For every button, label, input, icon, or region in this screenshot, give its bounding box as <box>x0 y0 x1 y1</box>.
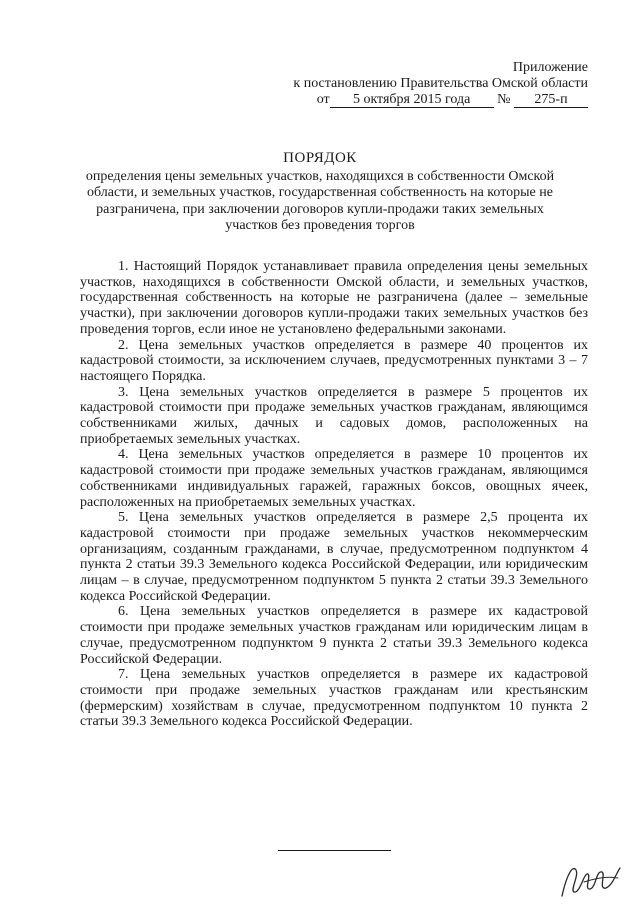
resolution-date: 5 октября 2015 года <box>330 93 494 108</box>
resolution-date-line <box>293 92 588 108</box>
resolution-number: 275-п <box>514 93 588 108</box>
handwritten-signature-icon <box>556 856 626 902</box>
appendix-label: Приложение <box>512 60 588 75</box>
paragraph-3: 3. Цена земельных участков определяется в размере 5 процентов их кадастровой стоимости при продаже земельных участков гражданам, являющимся собственниками жилых, дачных и садовых домов, расположенных на приобретаемых земельных участках. <box>80 384 588 447</box>
paragraph-4: 4. Цена земельных участков определяется в размере 10 процентов их кадастровой стоимости при продаже земельных участков гражданам, являющимся собственниками индивидуальных гаражей, гаражных боксов, овощных ячеек, расположенных на приобретаемых земельных участках. <box>80 447 588 510</box>
resolution-reference: к постановлению Правительства Омской области <box>293 76 588 91</box>
paragraph-7: 7. Цена земельных участков определяется в размере их кадастровой стоимости при продаже земельных участков гражданам или крестьянским (фермерским) хозяйствам в случае, предусмотренном подпунктом 10 пункта 2 статьи 39.3 Земельного кодекса Российской Федерации. <box>80 667 588 730</box>
document-subtitle: определения цены земельных участков, находящихся в собственности Омской области, и земельных участков, государственная собственность на которые не разграничена, при заключении договоров купли-продажи таких земельных участков без проведения торгов <box>85 169 555 234</box>
paragraph-5: 5. Цена земельных участков определяется в размере 2,5 процента их кадастровой стоимости при продаже земельных участков некоммерческим организациям, созданным гражданами, в случае, предусмотренном подпунктом 4 пункта 2 статьи 39.3 Земельного кодекса Российской Федерации, или юридическим лицам – в случае, предусмотренном подпунктом 5 пункта 2 статьи 39.3 Земельного кодекса Российской Федерации. <box>80 510 588 604</box>
paragraph-2: 2. Цена земельных участков определяется в размере 40 процентов их кадастровой стоимости, за исключением случаев, предусмотренных пунктами 3 – 7 настоящего Порядка. <box>80 337 588 384</box>
number-label: № <box>497 92 511 107</box>
document-body <box>80 259 588 730</box>
from-label: от <box>316 92 330 107</box>
paragraph-6: 6. Цена земельных участков определяется в размере их кадастровой стоимости при продаже земельных участков гражданам или юридическим лицам в случае, предусмотренном подпунктом 9 пункта 2 статьи 39.3 Земельного кодекса Российской Федерации. <box>80 604 588 667</box>
appendix-header <box>293 60 588 108</box>
paragraph-1: 1. Настоящий Порядок устанавливает правила определения цены земельных участков, находящихся в собственности Омской области, и земельных участков, государственная собственность на которые не разграничена (далее – земельные участки), при заключении договоров купли-продажи таких земельных участков без проведения торгов, если иное не установлено федеральными законами. <box>80 259 588 337</box>
document-title: ПОРЯДОК <box>283 150 357 166</box>
end-separator-line <box>278 850 391 851</box>
